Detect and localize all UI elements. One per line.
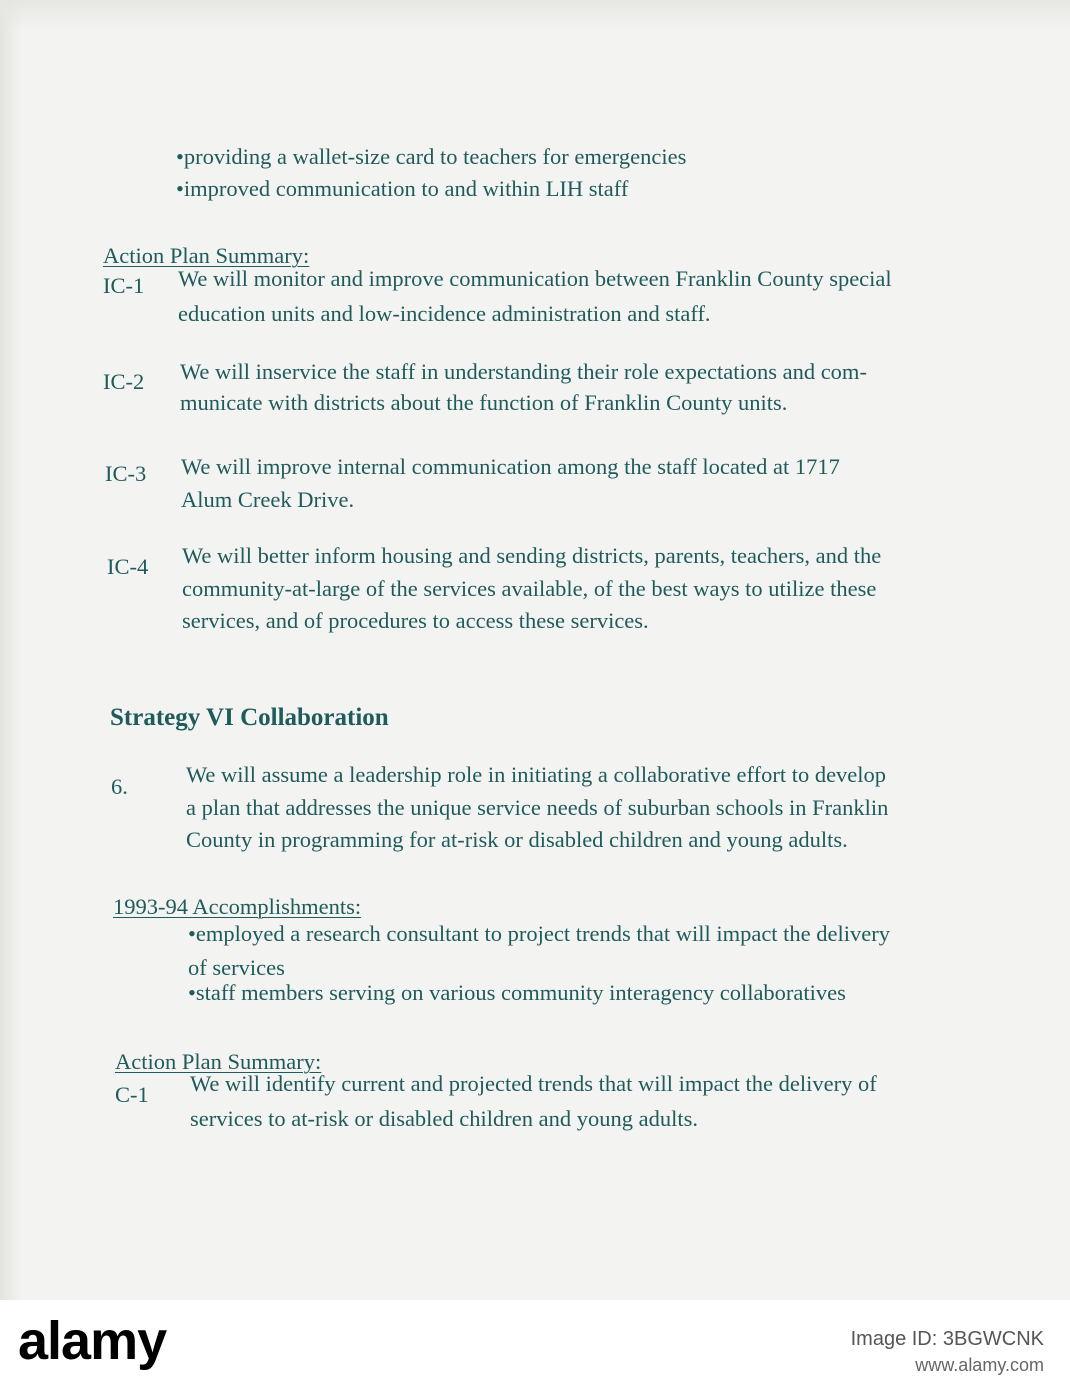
action-text-ic3-line2: Alum Creek Drive. xyxy=(181,487,355,512)
action-plan-heading: Action Plan Summary: xyxy=(103,243,310,268)
action-text-ic4-line1: We will better inform housing and sending districts, parents, teachers, and the xyxy=(182,543,882,568)
stock-watermark-bar xyxy=(0,1300,1070,1390)
action-text-ic1-line1: We will monitor and improve communication between Franklin County special xyxy=(178,266,892,291)
strategy-goal-line3: County in programming for at-risk or disabled children and young adults. xyxy=(186,827,848,852)
alamy-logo xyxy=(18,1310,166,1372)
action-text-ic4-line2: community-at-large of the services available, of the best ways to utilize these xyxy=(182,576,877,601)
action-text-ic2-line1: We will inservice the staff in understanding their role expectations and com- xyxy=(180,359,867,384)
action-plan-heading-2: Action Plan Summary: xyxy=(115,1049,322,1074)
strategy-goal-line2: a plan that addresses the unique service needs of suburban schools in Franklin xyxy=(186,795,889,820)
strategy-goal-line1: We will assume a leadership role in initiating a collaborative effort to develop xyxy=(186,762,887,787)
accomplishments-heading: 1993-94 Accomplishments: xyxy=(113,894,362,919)
intro-bullet-1: •providing a wallet-size card to teachers for emergencies xyxy=(176,144,687,169)
strategy-heading: Strategy VI Collaboration xyxy=(110,704,389,731)
action-code-ic1: IC-1 xyxy=(103,273,145,298)
image-info xyxy=(851,1328,1044,1376)
image-url: www.alamy.com xyxy=(915,1355,1044,1375)
accomplishment-line1: •employed a research consultant to project trends that will impact the delivery xyxy=(188,921,891,946)
action-code-ic4: IC-4 xyxy=(107,554,149,579)
image-id: Image ID: 3BGWCNK xyxy=(850,1328,1044,1350)
accomplishment-line2: of services xyxy=(188,955,285,980)
action-code-ic3: IC-3 xyxy=(105,461,147,486)
alamy-logo-text: alamy xyxy=(18,1311,167,1371)
action-code-ic2: IC-2 xyxy=(103,369,145,394)
action-text-ic1-line2: education units and low-incidence administration and staff. xyxy=(178,301,711,326)
action-text-c1-line1: We will identify current and projected trends that will impact the delivery of xyxy=(190,1071,877,1096)
strategy-goal-number: 6. xyxy=(111,774,128,799)
accomplishment-line3: •staff members serving on various community interagency collaboratives xyxy=(188,980,846,1005)
action-text-ic2-line2: municate with districts about the function of Franklin County units. xyxy=(180,390,788,415)
action-text-ic3-line1: We will improve internal communication among the staff located at 1717 xyxy=(181,454,840,479)
intro-bullet-2: •improved communication to and within LIH staff xyxy=(176,176,629,201)
action-text-ic4-line3: services, and of procedures to access these services. xyxy=(182,608,649,633)
action-code-c1: C-1 xyxy=(115,1082,149,1107)
action-text-c1-line2: services to at-risk or disabled children and young adults. xyxy=(190,1106,698,1131)
